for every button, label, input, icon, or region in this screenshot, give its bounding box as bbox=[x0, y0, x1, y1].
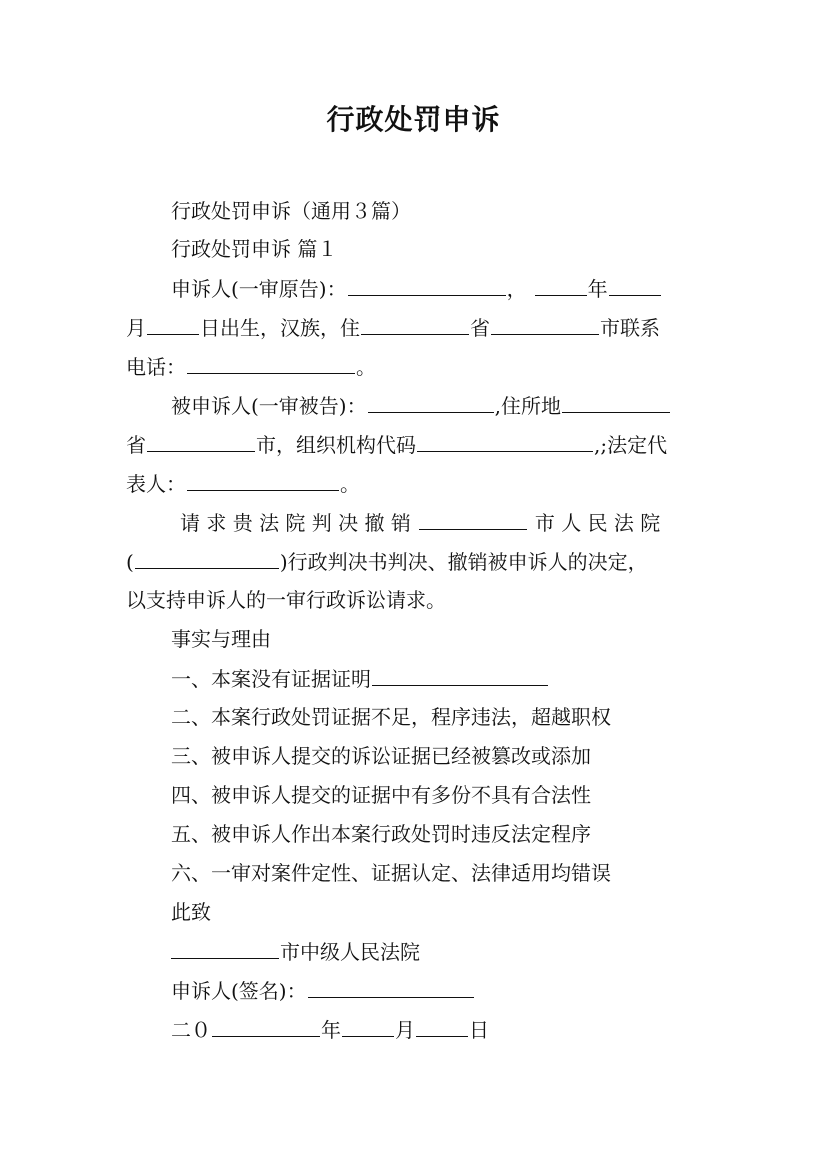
blank-field bbox=[372, 663, 548, 686]
blank-field bbox=[419, 507, 527, 530]
blank-field bbox=[361, 312, 469, 335]
document-line bbox=[171, 936, 702, 967]
blank-field bbox=[212, 1014, 320, 1037]
text-span: 月 bbox=[126, 316, 146, 340]
text-span: 请 求 贵 法 院 判 决 撤 销 bbox=[180, 511, 411, 535]
text-span: 二、本案行政处罚证据不足，程序违法，超越职权 bbox=[171, 705, 611, 729]
text-span: ， bbox=[506, 277, 527, 301]
blank-field bbox=[609, 273, 661, 296]
blank-field bbox=[308, 975, 474, 998]
text-span: 三、被申诉人提交的诉讼证据已经被篡改或添加 bbox=[171, 744, 591, 768]
text-span: 以支持申诉人的一审行政诉讼请求。 bbox=[126, 588, 446, 612]
text-span: 二０ bbox=[171, 1018, 211, 1042]
document-line bbox=[180, 507, 702, 538]
document-line bbox=[171, 234, 702, 264]
text-span: 申诉人(一审原告)： bbox=[171, 277, 347, 301]
document-line bbox=[126, 312, 702, 343]
blank-field bbox=[171, 936, 279, 959]
text-span: ,住所地 bbox=[494, 394, 561, 418]
text-span: 五、被申诉人作出本案行政处罚时违反法定程序 bbox=[171, 822, 591, 846]
document-line bbox=[171, 196, 702, 226]
text-span: 年 bbox=[587, 277, 608, 301]
blank-field bbox=[416, 1014, 468, 1037]
text-span: ,;法定代 bbox=[594, 433, 668, 457]
text-span: 市联系 bbox=[600, 316, 660, 340]
document-line bbox=[171, 624, 702, 654]
blank-field bbox=[147, 312, 199, 335]
text-span: 一、本案没有证据证明 bbox=[171, 667, 371, 691]
document-line bbox=[126, 585, 702, 615]
blank-field bbox=[535, 273, 587, 296]
document-line bbox=[171, 702, 702, 732]
blank-field bbox=[417, 429, 593, 452]
text-span: 省 bbox=[126, 433, 146, 457]
section-heading: 行政处罚申诉 篇１ bbox=[171, 237, 338, 261]
blank-field bbox=[135, 546, 279, 569]
text-span: 市，组织机构代码 bbox=[256, 433, 416, 457]
document-line bbox=[171, 1014, 702, 1045]
text-span: 省 bbox=[470, 316, 490, 340]
text-span: 市 人 民 法 院 bbox=[534, 511, 661, 535]
document-line bbox=[171, 741, 702, 771]
blank-field bbox=[187, 468, 339, 491]
blank-field bbox=[491, 312, 599, 335]
blank-field bbox=[187, 351, 355, 374]
blank-field bbox=[562, 390, 670, 413]
text-span: 被申诉人(一审被告)： bbox=[171, 394, 367, 418]
text-span: 日 bbox=[469, 1018, 489, 1042]
document-line bbox=[171, 858, 702, 888]
text-span: 日出生，汉族，住 bbox=[200, 316, 360, 340]
text-span: )行政判决书判决、撤销被申诉人的决定， bbox=[279, 550, 648, 574]
text-span: 。 bbox=[356, 355, 376, 379]
blank-field bbox=[342, 1014, 394, 1037]
text-span: 月 bbox=[395, 1018, 415, 1042]
blank-field bbox=[348, 273, 506, 296]
text-span: ( bbox=[126, 550, 134, 574]
blank-field bbox=[147, 429, 255, 452]
text-span: 表人： bbox=[126, 472, 186, 496]
document-line bbox=[171, 819, 702, 849]
document-line bbox=[171, 897, 702, 927]
section-heading: 事实与理由 bbox=[171, 627, 271, 651]
document-line bbox=[126, 546, 702, 577]
document-line bbox=[126, 351, 702, 382]
document-line bbox=[126, 429, 702, 460]
blank-field bbox=[368, 390, 494, 413]
text-span: 六、一审对案件定性、证据认定、法律适用均错误 bbox=[171, 861, 611, 885]
document-line bbox=[171, 390, 702, 421]
document-line bbox=[126, 468, 702, 499]
subtitle-text: 行政处罚申诉（通用３篇） bbox=[171, 199, 411, 223]
text-span: 四、被申诉人提交的证据中有多份不具有合法性 bbox=[171, 783, 591, 807]
document-line bbox=[171, 780, 702, 810]
document-line bbox=[171, 273, 702, 304]
text-span: 电话： bbox=[126, 355, 186, 379]
text-span: 申诉人(签名)： bbox=[171, 979, 307, 1003]
text-span: 。 bbox=[340, 472, 360, 496]
text-span: 年 bbox=[321, 1018, 341, 1042]
document-title: 行政处罚申诉 bbox=[326, 103, 501, 136]
text-span: 此致 bbox=[171, 900, 211, 924]
document-line bbox=[171, 663, 702, 694]
text-span: 市中级人民法院 bbox=[280, 940, 420, 964]
document-line bbox=[171, 975, 702, 1006]
